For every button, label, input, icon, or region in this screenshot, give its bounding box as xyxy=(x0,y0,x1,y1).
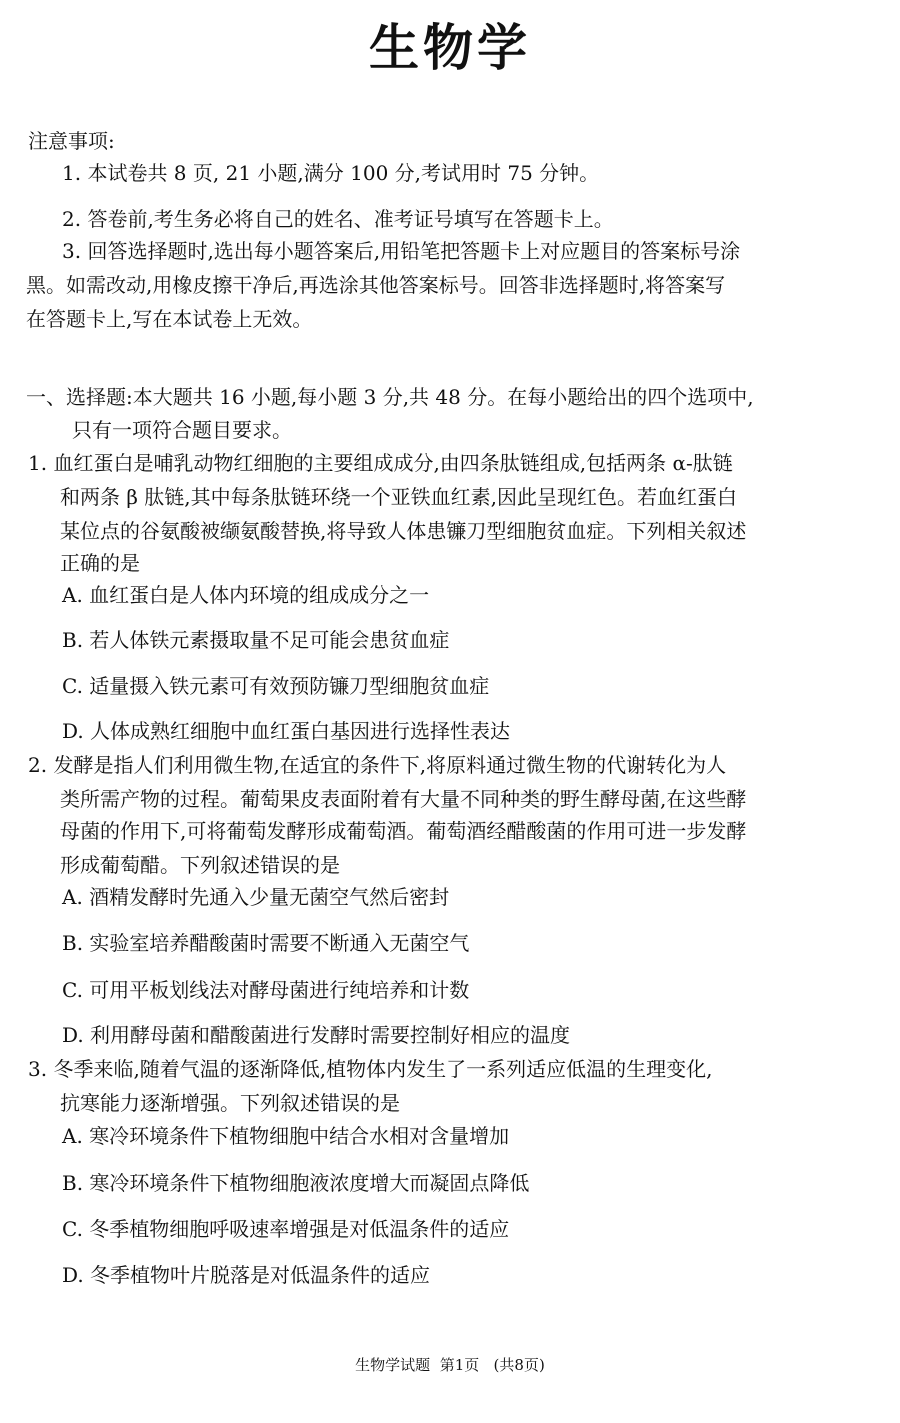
question-1-option-d: D. 人体成熟红细胞中血红蛋白基因进行选择性表达 xyxy=(62,719,511,743)
question-1-stem-line-2: 和两条 β 肽链,其中每条肽链环绕一个亚铁血红素,因此呈现红色。若血红蛋白 xyxy=(60,485,737,509)
question-2-stem-line-4: 形成葡萄醋。下列叙述错误的是 xyxy=(60,853,340,877)
question-1-stem-line-3: 某位点的谷氨酸被缬氨酸替换,将导致人体患镰刀型细胞贫血症。下列相关叙述 xyxy=(60,519,747,543)
question-2-option-b: B. 实验室培养醋酸菌时需要不断通入无菌空气 xyxy=(62,931,470,955)
notice-item-3-line-3: 在答题卡上,写在本试卷上无效。 xyxy=(26,307,313,331)
question-2-stem-line-2: 类所需产物的过程。葡萄果皮表面附着有大量不同种类的野生酵母菌,在这些酵 xyxy=(60,787,747,811)
notice-item-1: 1. 本试卷共 8 页, 21 小题,满分 100 分,考试用时 75 分钟。 xyxy=(62,161,600,185)
question-1-option-a: A. 血红蛋白是人体内环境的组成成分之一 xyxy=(62,583,430,607)
question-3-stem-line-1: 3. 冬季来临,随着气温的逐渐降低,植物体内发生了一系列适应低温的生理变化, xyxy=(28,1057,713,1081)
question-3-option-c: C. 冬季植物细胞呼吸速率增强是对低温条件的适应 xyxy=(62,1217,510,1241)
question-2-stem-line-1: 2. 发酵是指人们利用微生物,在适宜的条件下,将原料通过微生物的代谢转化为人 xyxy=(28,753,727,777)
question-2-option-d: D. 利用酵母菌和醋酸菌进行发酵时需要控制好相应的温度 xyxy=(62,1023,571,1047)
section-heading-line-1: 一、选择题:本大题共 16 小题,每小题 3 分,共 48 分。在每小题给出的四个选项中, xyxy=(26,385,754,409)
notice-item-3-line-2: 黑。如需改动,用橡皮擦干净后,再选涂其他答案标号。回答非选择题时,将答案写 xyxy=(26,273,726,297)
page-title: 生物学 xyxy=(369,18,531,77)
question-1-stem-line-4: 正确的是 xyxy=(60,551,140,575)
question-2-stem-line-3: 母菌的作用下,可将葡萄发酵形成葡萄酒。葡萄酒经醋酸菌的作用可进一步发酵 xyxy=(60,819,747,843)
notice-heading: 注意事项: xyxy=(28,129,115,153)
page-footer: 生物学试题 第1页 (共8页) xyxy=(355,1356,545,1374)
question-3-option-d: D. 冬季植物叶片脱落是对低温条件的适应 xyxy=(62,1263,431,1287)
question-1-stem-line-1: 1. 血红蛋白是哺乳动物红细胞的主要组成成分,由四条肽链组成,包括两条 α-肽链 xyxy=(28,451,733,475)
question-3-stem-line-2: 抗寒能力逐渐增强。下列叙述错误的是 xyxy=(60,1091,400,1115)
question-1-option-b: B. 若人体铁元素摄取量不足可能会患贫血症 xyxy=(62,628,450,652)
notice-item-2: 2. 答卷前,考生务必将自己的姓名、准考证号填写在答题卡上。 xyxy=(62,207,614,231)
question-3-option-a: A. 寒冷环境条件下植物细胞中结合水相对含量增加 xyxy=(62,1124,510,1148)
question-2-option-a: A. 酒精发酵时先通入少量无菌空气然后密封 xyxy=(62,885,450,909)
notice-item-3-line-1: 3. 回答选择题时,选出每小题答案后,用铅笔把答题卡上对应题目的答案标号涂 xyxy=(62,239,741,263)
question-3-option-b: B. 寒冷环境条件下植物细胞液浓度增大而凝固点降低 xyxy=(62,1171,530,1195)
question-1-option-c: C. 适量摄入铁元素可有效预防镰刀型细胞贫血症 xyxy=(62,674,490,698)
section-heading-line-2: 只有一项符合题目要求。 xyxy=(72,418,292,442)
question-2-option-c: C. 可用平板划线法对酵母菌进行纯培养和计数 xyxy=(62,978,470,1002)
